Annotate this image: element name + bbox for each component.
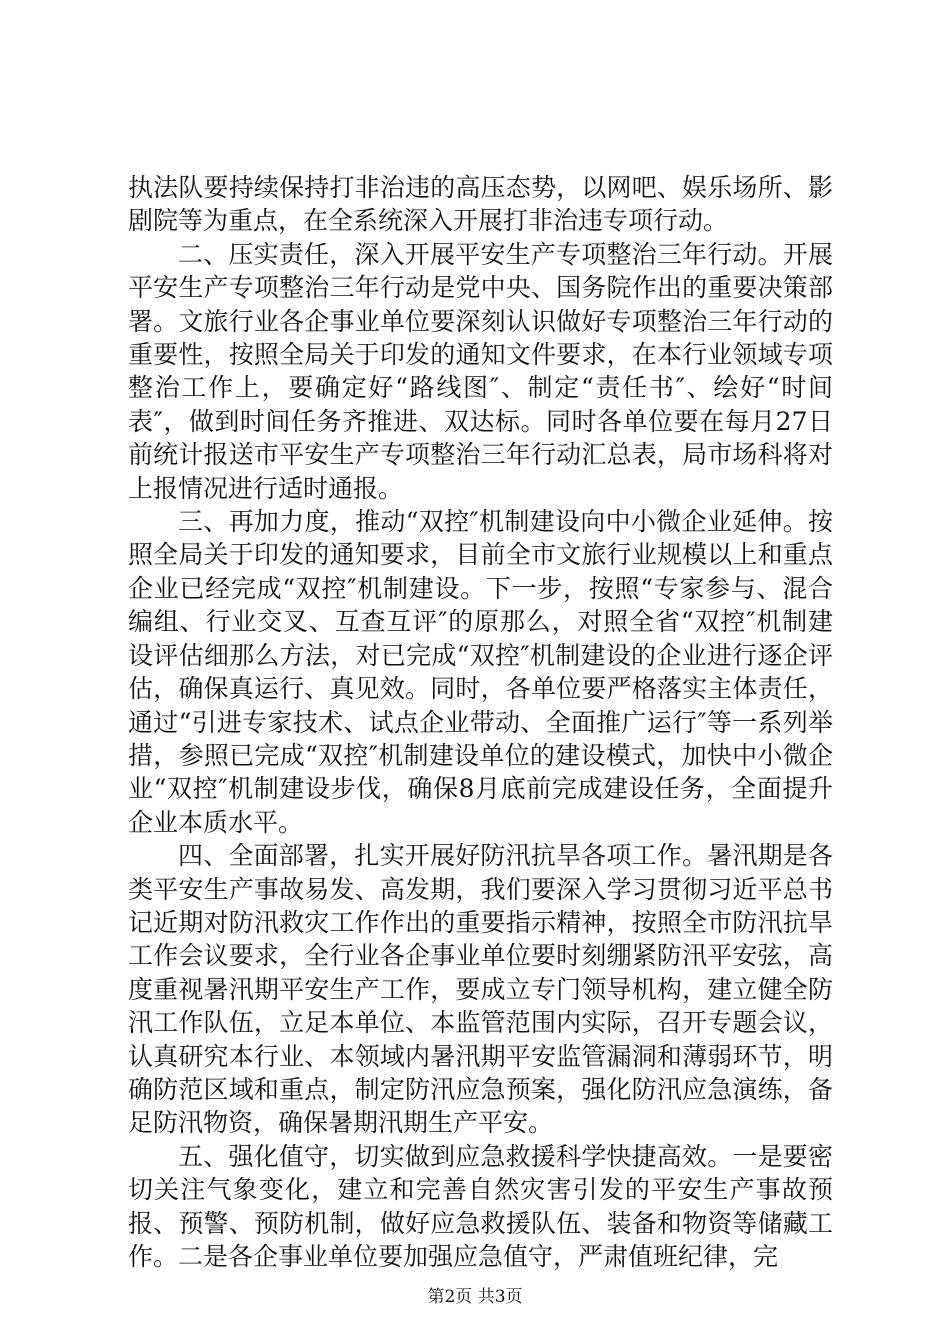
paragraph-section-5: 五、强化值守，切实做到应急救援科学快捷高效。一是要密切关注气象变化，建立和完善自然灾害引发的平安生产事故预报、预警、预防机制，做好应急救援队伍、装备和物资等储藏工作。二是各企事业单位要加强应急值守，严肃值班纪律，完: [128, 1141, 833, 1271]
document-body: [128, 171, 833, 1273]
paragraph-section-2: 二、压实责任，深入开展平安生产专项整治三年行动。开展平安生产专项整治三年行动是党中央、国务院作出的重要决策部署。文旅行业各企事业单位要深刻认识做好专项整治三年行动的重要性，按照全局关于印发的通知文件要求，在本行业领域专项整治工作上，要确定好“路线图″、制定“责任书″、绘好“时间表″，做到时间任务齐推进、双达标。同时各单位要在每月27日前统计报送市平安生产专项整治三年行动汇总表，局市场科将对上报情况进行适时通报。: [128, 239, 833, 503]
paragraph-section-3: 三、再加力度，推动“双控″机制建设向中小微企业延伸。按照全局关于印发的通知要求，目前全市文旅行业规模以上和重点企业已经完成“双控″机制建设。下一步，按照“专家参与、混合编组、行业交叉、互查互评″的原那么，对照全省“双控″机制建设评估细那么方法，对已完成“双控″机制建设的企业进行逐企评估，确保真运行、真见效。同时，各单位要严格落实主体责任，通过“引进专家技术、试点企业带动、全面推广运行″等一系列举措，参照已完成“双控″机制建设单位的建设模式，加快中小微企业“双控″机制建设步伐，确保8月底前完成建设任务，全面提升企业本质水平。: [128, 507, 833, 837]
paragraph-continuation: 执法队要持续保持打非治违的高压态势，以网吧、娱乐场所、影剧院等为重点，在全系统深入开展打非治违专项行动。: [128, 173, 833, 236]
page-footer: 第2页 共3页: [427, 1287, 523, 1307]
paragraph-section-4: 四、全面部署，扎实开展好防汛抗旱各项工作。暑汛期是各类平安生产事故易发、高发期，我们要深入学习贯彻习近平总书记近期对防汛救灾工作作出的重要指示精神，按照全市防汛抗旱工作会议要求，全行业各企事业单位要时刻绷紧防汛平安弦，高度重视暑汛期平安生产工作，要成立专门领导机构，建立健全防汛工作队伍，立足本单位、本监管范围内实际，召开专题会议，认真研究本行业、本领域内暑汛期平安监管漏洞和薄弱环节，明确防范区域和重点，制定防汛应急预案，强化防汛应急演练，备足防汛物资，确保暑期汛期生产平安。: [128, 841, 833, 1138]
